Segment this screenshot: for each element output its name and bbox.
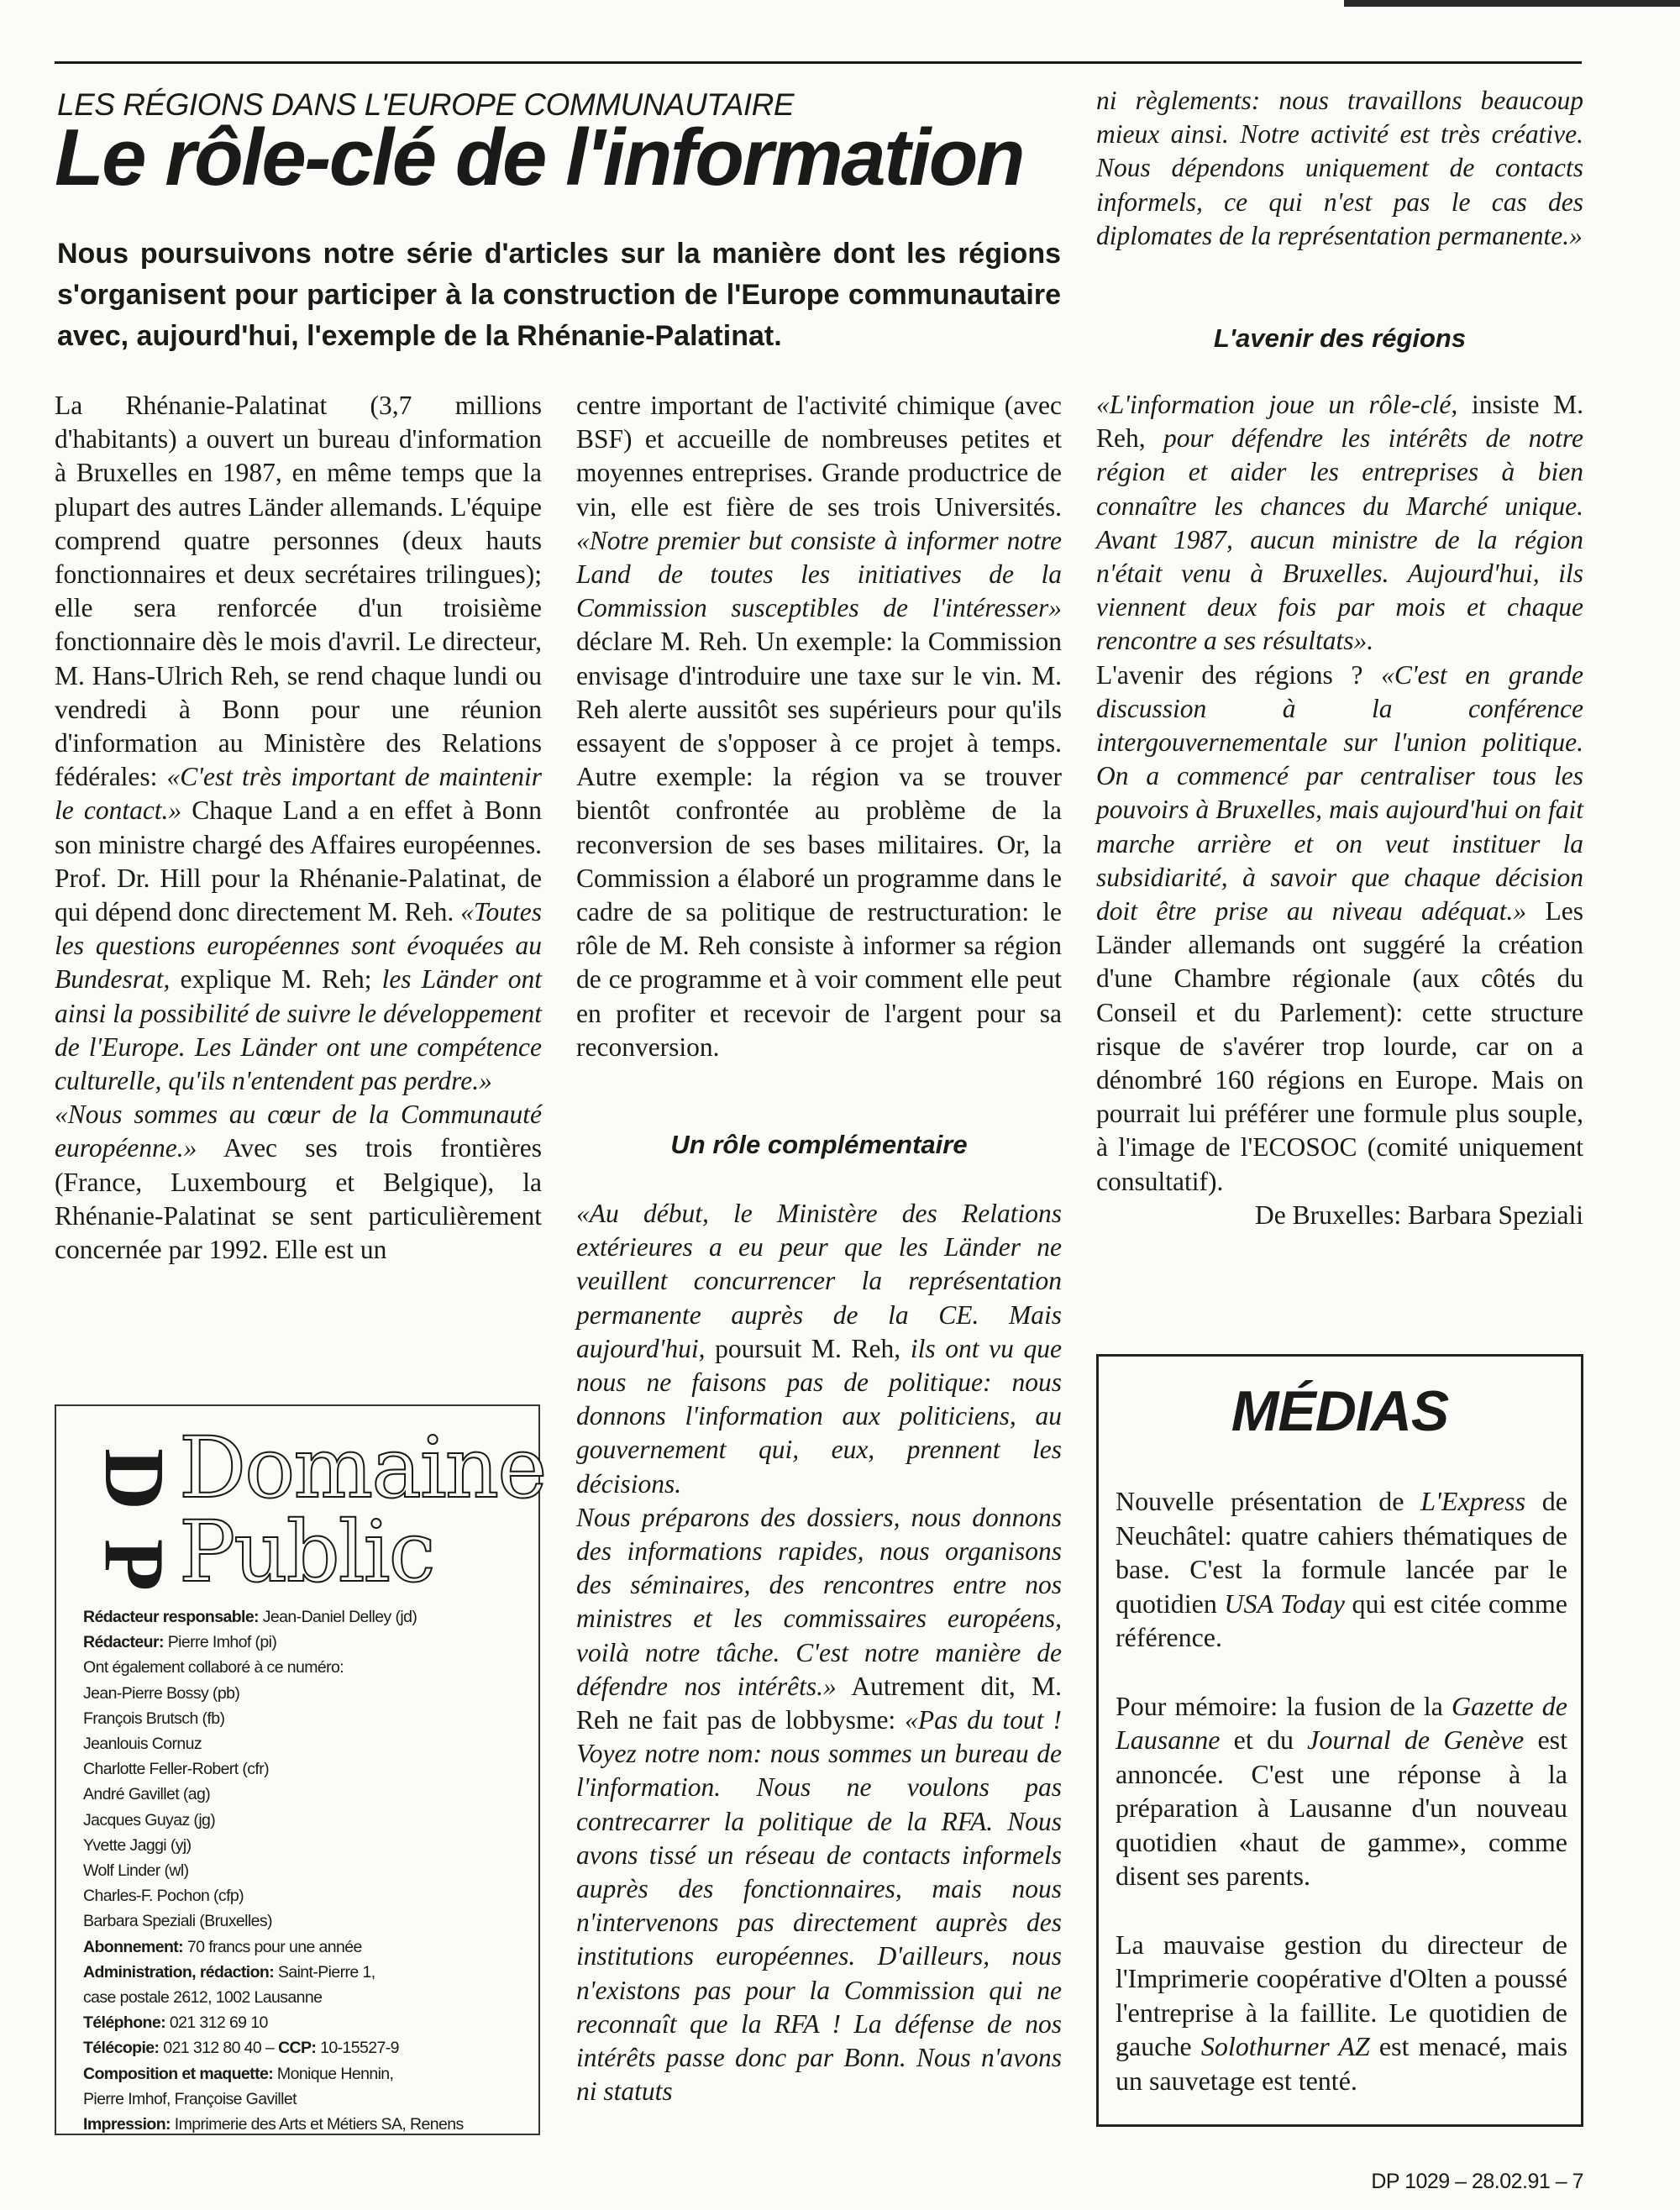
medias-item: Nouvelle présentation de L'Express de Neuchâtel: quatre cahiers thématiques de base. C'est la formule lancée par le quotidien USA Today qui est citée comme référence. bbox=[1116, 1486, 1568, 1652]
medias-box bbox=[1096, 1354, 1583, 2127]
article-column-2 bbox=[576, 389, 1062, 1064]
medias-item: La mauvaise gestion du directeur de l'Imprimerie coopérative d'Olten a poussé l'entreprise à la faillite. Le quotidien de gauche Solothurner AZ est menacé, mais un sauvetage est tenté. bbox=[1116, 1929, 1568, 2096]
credit-line: Téléphone: 021 312 69 10 bbox=[83, 2013, 268, 2033]
subheading-complementary-role: Un rôle complémentaire bbox=[670, 1130, 968, 1159]
paragraph: Nous préparons des dossiers, nous donnons des informations rapides, nous organisons des séminaires, des rencontres entre nos ministres et les commissaires européens, voilà notre tâche. C'est notre manière de défendre nos intérêts.» Autrement dit, M. Reh ne fait pas de lobbysme: «Pas du tout ! Voyez notre nom: nous sommes un bureau de l'information. Nous ne voulons pas contrecarrer la politique de la RFA. Nous avons tissé un réseau de contacts informels auprès des fonctionnaires, mais nous n'intervenons pas directement auprès des institutions européennes. D'ailleurs, nous n'existons pas pour la Commission qui ne reconnaît que la RFA ! La défense de nos intérêts passe donc par Bonn. Nous n'avons ni statuts bbox=[576, 1502, 1062, 2107]
credit-line: Abonnement: 70 francs pour une année bbox=[83, 1937, 362, 1956]
author-signature: De Bruxelles: Barbara Speziali bbox=[1255, 1199, 1583, 1230]
article-column-2-continued bbox=[576, 1197, 1062, 2108]
credit-line: Télécopie: 021 312 80 40 – CCP: 10-15527-9 bbox=[83, 2039, 399, 2058]
paragraph: centre important de l'activité chimique (avec BSF) et accueille de nombreuses petites et moyennes entreprises. Grande productrice de vin, elle est fière de ses trois Universités. «Notre premier but consiste à informer notre Land de toutes les initiatives de la Commission susceptibles de l'intéresser» déclare M. Reh. Un exemple: la Commission envisage d'introduire une taxe sur le vin. M. Reh alerte aussitôt ses supérieurs pour qu'ils essayent de s'opposer à ce projet à temps. Autre exemple: la région va se trouver bientôt confrontée au problème de la reconversion de ses bases militaires. Or, la Commission a élaboré un programme dans le cadre de sa politique de restructuration: le rôle de M. Reh consiste à informer sa région de ce programme et à voir comment elle peut en profiter et recevoir de l'argent pour sa reconversion. bbox=[576, 391, 1062, 1062]
credit-line: Jacques Guyaz (jg) bbox=[83, 1810, 216, 1829]
dp-logo-letters: D P bbox=[86, 1448, 181, 1592]
article-title: Le rôle-clé de l'information bbox=[55, 113, 1024, 202]
header-rule bbox=[55, 61, 1582, 64]
credit-line: Yvette Jaggi (yj) bbox=[83, 1835, 192, 1855]
page-footer: DP 1029 – 28.02.91 – 7 bbox=[1371, 2170, 1583, 2193]
paragraph: «L'information joue un rôle-clé, insiste M. Reh, pour défendre les intérêts de notre région et aider les entreprises à bien connaître les chances du Marché unique. Avant 1987, aucun ministre de la région n'était venu à Bruxelles. Aujourd'hui, ils viennent deux fois par mois et chaque rencontre a ses résultats». bbox=[1096, 390, 1583, 656]
credit-line: Pierre Imhof, Françoise Gavillet bbox=[83, 2089, 297, 2108]
article-lead: Nous poursuivons notre série d'articles sur la manière dont les régions s'organisent pour participer à la construction de l'Europe communautaire avec, aujourd'hui, l'exemple de la Rhénanie-Palatinat. bbox=[57, 238, 1061, 352]
medias-body bbox=[1116, 1484, 1567, 2132]
credit-line: Composition et maquette: Monique Hennin, bbox=[83, 2064, 394, 2083]
paragraph: L'avenir des régions ? «C'est en grande discussion à la conférence intergouvernementale sur l'union politique. On a commencé par centraliser tous les pouvoirs à Bruxelles, mais aujourd'hui on fait marche arrière et on veut instituer la subsidiarité, à savoir que chaque décision doit être prise au niveau adéquat.» Les Länder allemands ont suggéré la création d'une Chambre régionale (aux côtés du Conseil et du Parlement): cette structure risque de s'avérer trop lourde, car on a dénombré 160 régions en Europe. Mais on pourrait lui préférer une formule plus souple, à l'image de l'ECOSOC (comité uniquement consultatif). bbox=[1096, 659, 1584, 1196]
paragraph: ni règlements: nous travaillons beaucoup mieux ainsi. Notre activité est très créative. Nous dépendons uniquement de contacts informels, ce qui n'est pas le cas des diplomates de la représentation permanente.» bbox=[1096, 86, 1583, 250]
top-edge-bar bbox=[1344, 0, 1680, 7]
subheading-future-of-regions: L'avenir des régions bbox=[1213, 323, 1467, 353]
credit-line: Barbara Speziali (Bruxelles) bbox=[83, 1912, 272, 1931]
credit-line: Administration, rédaction: Saint-Pierre 1, bbox=[83, 1962, 375, 1982]
credit-line: Charles-F. Pochon (cfp) bbox=[83, 1887, 244, 1906]
article-column-3 bbox=[1096, 388, 1583, 1232]
article-column-1 bbox=[55, 389, 542, 1267]
article-column-3-top bbox=[1096, 84, 1583, 253]
credit-line: François Brutsch (fb) bbox=[83, 1709, 225, 1728]
credit-line: Ont également collaboré à ce numéro: bbox=[83, 1658, 344, 1677]
masthead-title: Domaine Public bbox=[179, 1419, 546, 1601]
credit-line: André Gavillet (ag) bbox=[83, 1785, 211, 1804]
credit-line: Impression: Imprimerie des Arts et Métiers SA, Renens bbox=[83, 2115, 464, 2134]
credit-line: Jeanlouis Cornuz bbox=[83, 1735, 202, 1754]
paragraph: «Au début, le Ministère des Relations extérieures a eu peur que les Länder ne veuillent concurrencer la représentation permanente auprès de la CE. Mais aujourd'hui, poursuit M. Reh, ils ont vu que nous ne faisons pas de politique: nous donnons l'information aux politiciens, au gouvernement qui, eux, prennent les décisions. bbox=[576, 1199, 1062, 1499]
medias-title: MÉDIAS bbox=[1231, 1379, 1449, 1443]
masthead-credits bbox=[83, 1604, 528, 2137]
credit-line: Rédacteur: Pierre Imhof (pi) bbox=[83, 1633, 277, 1652]
paragraph: La Rhénanie-Palatinat (3,7 millions d'habitants) a ouvert un bureau d'information à Bruxelles en 1987, en même temps que la plupart des autres Länder allemands. L'équipe comprend quatre personnes (deux hauts fonctionnaires et deux secrétaires trilingues); elle sera renforcée d'un troisième fonctionnaire dès le mois d'avril. Le directeur, M. Hans-Ulrich Reh, se rend chaque lundi ou vendredi à Bonn pour une réunion d'information au Ministère des Relations fédérales: «C'est très important de maintenir le contact.» Chaque Land a en effet à Bonn son ministre chargé des Affaires européennes. Prof. Dr. Hill pour la Rhénanie-Palatinat, de qui dépend donc directement M. Reh. «Toutes les questions européennes sont évoquées au Bundesrat, explique M. Reh; les Länder ont ainsi la possibilité de suivre le développement de l'Europe. Les Länder ont une compétence culturelle, qu'ils n'entendent pas perdre.» bbox=[55, 391, 542, 1096]
credit-line: Jean-Pierre Bossy (pb) bbox=[83, 1683, 240, 1703]
credit-line: Wolf Linder (wl) bbox=[83, 1861, 189, 1881]
credit-line: Charlotte Feller-Robert (cfr) bbox=[83, 1760, 269, 1779]
medias-item: Pour mémoire: la fusion de la Gazette de Lausanne et du Journal de Genève est annoncée. C'est une réponse à la préparation à Lausanne d'un nouveau quotidien «haut de gamme», comme disent ses parents. bbox=[1116, 1690, 1568, 1891]
credit-line: Rédacteur responsable: Jean-Daniel Delley (jd) bbox=[83, 1608, 417, 1626]
credit-line: case postale 2612, 1002 Lausanne bbox=[83, 1988, 323, 2008]
section-kicker: LES RÉGIONS DANS L'EUROPE COMMUNAUTAIRE bbox=[57, 87, 795, 122]
masthead-box bbox=[55, 1404, 546, 2135]
paragraph: «Nous sommes au cœur de la Communauté européenne.» Avec ses trois frontières (France, Luxembourg et Belgique), la Rhénanie-Palatinat se sent particulièrement concernée par 1992. Elle est un bbox=[55, 1100, 542, 1265]
